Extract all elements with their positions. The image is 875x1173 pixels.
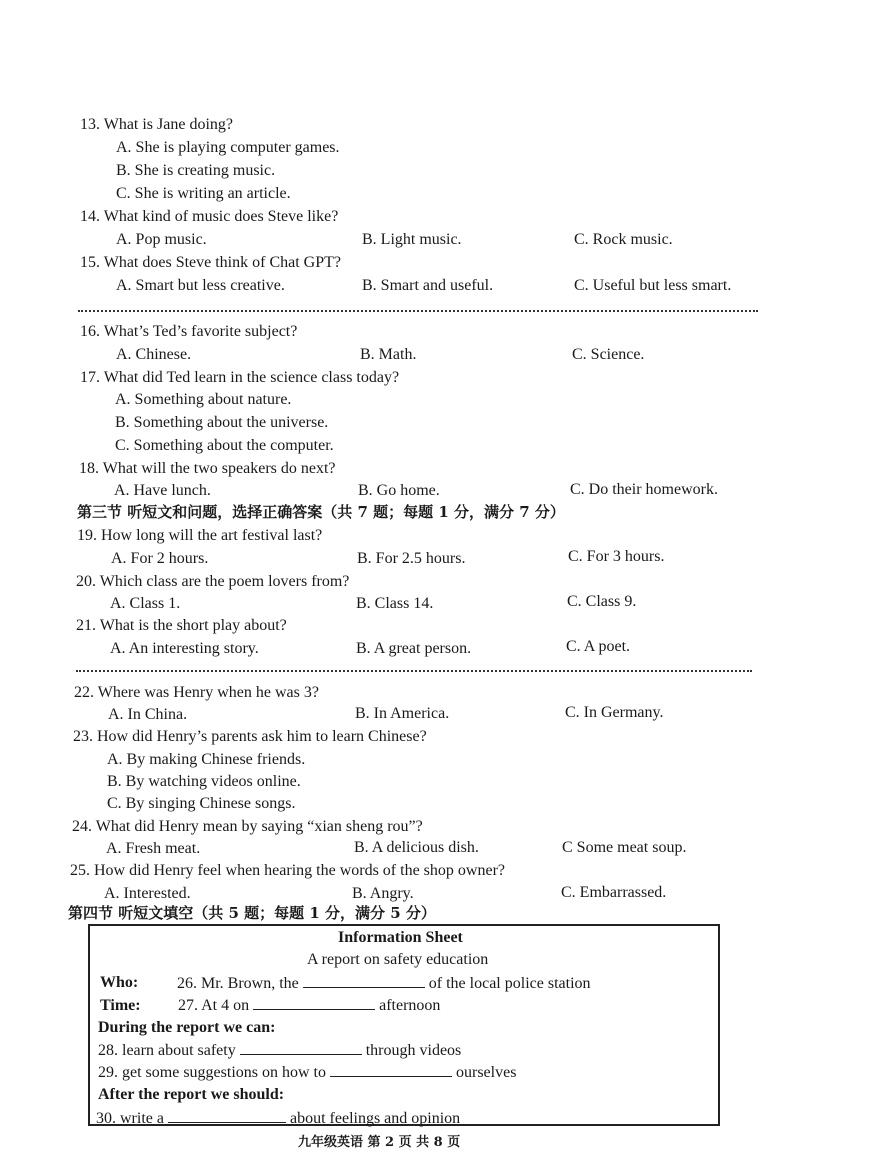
q16-option-a: A. Chinese.	[116, 346, 192, 363]
q15-stem: 15. What does Steve think of Chat GPT?	[80, 254, 341, 271]
time-label: Time:	[100, 997, 141, 1014]
q24-option-c: C Some meat soup.	[562, 839, 687, 856]
q14-option-b: B. Light music.	[362, 231, 462, 248]
q23-option-b: B. By watching videos online.	[107, 773, 301, 790]
page-footer: 九年级英语 第 2 页 共 8 页	[298, 1135, 461, 1150]
q20-option-a: A. Class 1.	[110, 595, 181, 612]
q24-option-b: B. A delicious dish.	[354, 839, 479, 856]
answer-blank-28[interactable]	[240, 1042, 362, 1055]
q20-option-c: C. Class 9.	[567, 593, 637, 610]
who-line	[177, 975, 591, 992]
answer-blank-26[interactable]	[303, 975, 425, 988]
time-text-end: afternoon	[379, 997, 441, 1014]
q25-option-b: B. Angry.	[352, 885, 414, 902]
q25-option-a: A. Interested.	[104, 885, 191, 902]
q19-option-b: B. For 2.5 hours.	[357, 550, 466, 567]
answer-blank-30[interactable]	[168, 1110, 286, 1123]
q23-option-c: C. By singing Chinese songs.	[107, 795, 296, 812]
q16-stem: 16. What’s Ted’s favorite subject?	[80, 323, 298, 340]
line-30-text: 30. write a	[96, 1110, 164, 1127]
line-30	[96, 1110, 460, 1127]
line-28-text: 28. learn about safety	[98, 1042, 236, 1059]
after-heading: After the report we should:	[98, 1086, 285, 1103]
q22-stem: 22. Where was Henry when he was 3?	[74, 684, 319, 701]
q24-option-a: A. Fresh meat.	[106, 840, 201, 857]
q15-option-a: A. Smart but less creative.	[116, 277, 285, 294]
q23-option-a: A. By making Chinese friends.	[107, 751, 306, 768]
time-text: 27. At 4 on	[178, 997, 250, 1014]
q13-option-c: C. She is writing an article.	[116, 185, 291, 202]
q21-option-a: A. An interesting story.	[110, 640, 259, 657]
q20-stem: 20. Which class are the poem lovers from?	[76, 573, 350, 590]
line-30-text-end: about feelings and opinion	[289, 1110, 461, 1127]
dotted-divider	[76, 670, 752, 672]
q25-stem: 25. How did Henry feel when hearing the words of the shop owner?	[70, 862, 505, 879]
line-28	[98, 1042, 461, 1059]
q15-option-c: C. Useful but less smart.	[574, 277, 732, 294]
section-4-heading: 第四节 听短文填空（共 5 题；每题 1 分，满分 5 分）	[68, 904, 436, 922]
answer-blank-27[interactable]	[253, 997, 375, 1010]
who-text-end: of the local police station	[428, 975, 591, 992]
q14-option-c: C. Rock music.	[574, 231, 673, 248]
q16-option-b: B. Math.	[360, 346, 417, 363]
q23-stem: 23. How did Henry’s parents ask him to learn Chinese?	[73, 728, 427, 745]
line-29-text-end: ourselves	[456, 1064, 517, 1081]
sheet-title: Information Sheet	[338, 929, 463, 946]
line-29	[98, 1064, 516, 1081]
q14-stem: 14. What kind of music does Steve like?	[80, 208, 339, 225]
q13-option-a: A. She is playing computer games.	[116, 139, 340, 156]
q21-option-b: B. A great person.	[356, 640, 472, 657]
q17-option-a: A. Something about nature.	[115, 391, 292, 408]
q17-stem: 17. What did Ted learn in the science class today?	[80, 369, 400, 386]
q17-option-b: B. Something about the universe.	[115, 414, 329, 431]
q22-option-a: A. In China.	[108, 706, 188, 723]
q24-stem: 24. What did Henry mean by saying “xian sheng rou”?	[72, 818, 423, 835]
q19-option-a: A. For 2 hours.	[111, 550, 209, 567]
q18-option-c: C. Do their homework.	[570, 481, 718, 498]
q15-option-b: B. Smart and useful.	[362, 277, 494, 294]
line-29-text: 29. get some suggestions on how to	[98, 1064, 326, 1081]
q22-option-b: B. In America.	[355, 705, 450, 722]
q16-option-c: C. Science.	[572, 346, 645, 363]
q18-stem: 18. What will the two speakers do next?	[79, 460, 336, 477]
during-heading: During the report we can:	[98, 1019, 276, 1036]
q19-stem: 19. How long will the art festival last?	[77, 527, 323, 544]
q21-stem: 21. What is the short play about?	[76, 617, 287, 634]
who-label: Who:	[100, 974, 139, 991]
dotted-divider	[78, 310, 758, 312]
q17-option-c: C. Something about the computer.	[115, 437, 334, 454]
q13-option-b: B. She is creating music.	[116, 162, 276, 179]
q22-option-c: C. In Germany.	[565, 704, 664, 721]
answer-blank-29[interactable]	[330, 1064, 452, 1077]
section-3-heading: 第三节 听短文和问题，选择正确答案（共 7 题；每题 1 分，满分 7 分）	[77, 503, 565, 521]
q14-option-a: A. Pop music.	[116, 231, 207, 248]
q25-option-c: C. Embarrassed.	[561, 884, 667, 901]
line-28-text-end: through videos	[365, 1042, 462, 1059]
sheet-subtitle: A report on safety education	[307, 951, 489, 968]
q18-option-a: A. Have lunch.	[114, 482, 211, 499]
q20-option-b: B. Class 14.	[356, 595, 434, 612]
q13-stem: 13. What is Jane doing?	[80, 116, 234, 133]
who-text: 26. Mr. Brown, the	[177, 975, 299, 992]
time-line	[178, 997, 440, 1014]
q18-option-b: B. Go home.	[358, 482, 440, 499]
q21-option-c: C. A poet.	[566, 638, 631, 655]
q19-option-c: C. For 3 hours.	[568, 548, 665, 565]
